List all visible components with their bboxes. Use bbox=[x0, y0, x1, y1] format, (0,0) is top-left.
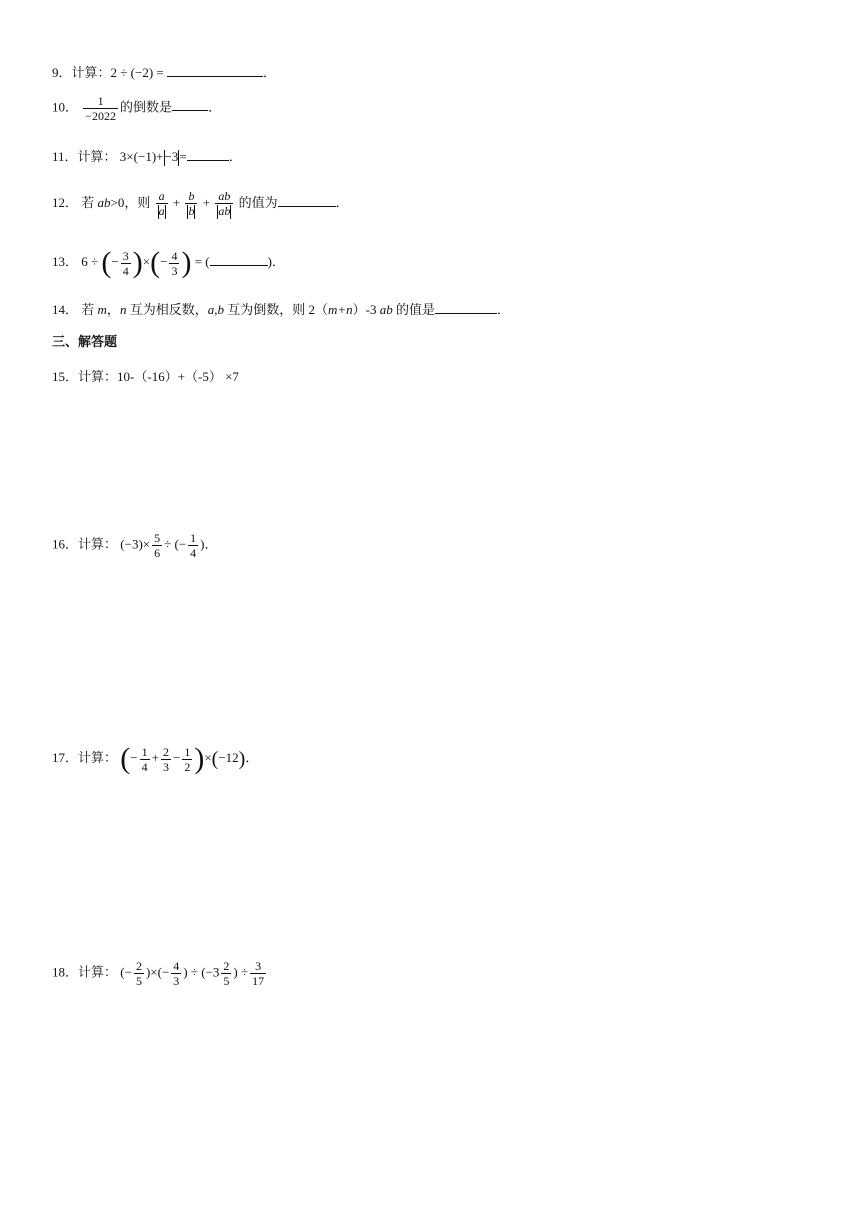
denominator: −2022 bbox=[85, 109, 117, 123]
question-text: 若 bbox=[81, 195, 95, 211]
expr-part: ÷ (− bbox=[164, 536, 187, 552]
expression: 10-（-16）+（-5） ×7 bbox=[117, 369, 239, 384]
denominator: 4 bbox=[190, 546, 197, 560]
expr-part: )． bbox=[267, 253, 285, 269]
variable: a,b bbox=[207, 302, 224, 317]
question-11 bbox=[52, 146, 242, 166]
question-number: 9． bbox=[52, 65, 72, 80]
fraction bbox=[169, 249, 179, 278]
denominator: 3 bbox=[171, 263, 178, 278]
question-17: 17．计算： (− $\frac{1}{4}$ + $\frac{2}{3}$ − $\frac{1}{2}$ )×(−12)． bbox=[52, 742, 259, 775]
fraction bbox=[171, 959, 181, 988]
question-10 bbox=[52, 94, 221, 123]
fraction bbox=[215, 189, 233, 219]
variable: ab bbox=[379, 302, 393, 317]
expr-part: )． bbox=[200, 536, 218, 552]
question-text: ）-3 bbox=[352, 302, 377, 317]
denominator: 2 bbox=[184, 759, 191, 774]
question-number: 13． bbox=[52, 253, 79, 269]
paren-close: ) bbox=[132, 246, 143, 279]
expr-part: (−3)× bbox=[120, 536, 151, 552]
variable: m bbox=[97, 302, 107, 317]
question-9 bbox=[52, 62, 276, 81]
question-15 bbox=[52, 366, 239, 385]
fraction bbox=[152, 531, 162, 560]
numerator: 2 bbox=[162, 744, 169, 759]
question-lead: 计算： bbox=[78, 749, 118, 765]
question-text: ， bbox=[106, 302, 120, 317]
question-lead: 计算： bbox=[71, 65, 111, 80]
fraction bbox=[134, 959, 144, 988]
question-12 bbox=[52, 189, 349, 219]
denominator: 4 bbox=[122, 263, 129, 278]
question-13: 13． 6 ÷ (− $\frac{3}{4}$ )×(− $\frac{4}{3}$ ) = ( )． bbox=[52, 246, 285, 279]
fraction bbox=[156, 189, 168, 219]
expr-part: (− bbox=[120, 964, 132, 980]
question-lead: 计算： bbox=[78, 369, 118, 384]
times-sign: × bbox=[142, 253, 151, 269]
numerator: 2 bbox=[135, 959, 142, 973]
question-text: >0，则 bbox=[110, 195, 151, 211]
question-number: 16． bbox=[52, 536, 79, 552]
numerator: 4 bbox=[173, 959, 180, 973]
answer-blank[interactable] bbox=[172, 98, 208, 111]
variable: ab bbox=[97, 195, 111, 211]
minus-sign: − bbox=[172, 749, 181, 765]
denominator: 3 bbox=[162, 759, 169, 774]
fraction bbox=[83, 94, 118, 123]
fraction bbox=[185, 189, 197, 219]
paren-open: ( bbox=[211, 748, 219, 770]
question-18 bbox=[52, 959, 268, 988]
expr-part: + bbox=[156, 149, 164, 164]
question-number: 17． bbox=[52, 749, 79, 765]
question-text: 若 bbox=[81, 302, 95, 317]
paren-open: ( bbox=[101, 246, 112, 279]
answer-blank[interactable] bbox=[187, 148, 229, 161]
numerator: 4 bbox=[171, 248, 178, 263]
answer-blank[interactable] bbox=[278, 194, 336, 207]
plus-sign: + bbox=[151, 749, 159, 765]
expression: 2 ÷ (−2) = bbox=[110, 65, 164, 80]
expr-part: −1 bbox=[137, 149, 152, 164]
plus-sign: + bbox=[202, 195, 211, 211]
expr-part: ) ÷ bbox=[233, 964, 249, 980]
variable: m+n bbox=[327, 302, 353, 317]
paren-open: ( bbox=[120, 742, 131, 775]
denominator: 3 bbox=[173, 974, 180, 988]
expr-part: = bbox=[179, 149, 187, 164]
question-number: 15． bbox=[52, 369, 79, 384]
fraction bbox=[182, 745, 192, 774]
expr-part: 3× bbox=[119, 149, 134, 164]
expr-part: 6 ÷ bbox=[81, 253, 99, 269]
expr-part: = ( bbox=[194, 253, 210, 269]
paren-close: ) bbox=[151, 149, 157, 164]
fraction bbox=[188, 531, 198, 560]
expr-part: ) ÷ (−3 bbox=[183, 964, 220, 980]
answer-blank[interactable] bbox=[435, 301, 497, 314]
question-text: 的值为 bbox=[238, 195, 278, 211]
question-text: 的倒数是 bbox=[120, 99, 173, 115]
paren-close: ) bbox=[238, 748, 246, 770]
numerator: 5 bbox=[154, 531, 161, 545]
question-lead: 计算： bbox=[78, 964, 118, 980]
expr-part: −3 bbox=[164, 149, 179, 164]
fraction bbox=[121, 249, 131, 278]
numerator: b bbox=[188, 189, 195, 203]
expr-part: ． bbox=[245, 749, 259, 765]
times-sign: × bbox=[204, 749, 212, 765]
question-16 bbox=[52, 531, 218, 560]
numerator: 3 bbox=[122, 248, 129, 263]
numerator: 2 bbox=[223, 959, 230, 973]
denominator: 5 bbox=[223, 974, 230, 988]
question-number: 11． bbox=[52, 149, 78, 164]
expr-part: )×(− bbox=[145, 964, 170, 980]
question-number: 10． bbox=[52, 99, 79, 115]
numerator: 1 bbox=[83, 94, 118, 109]
question-number: 18． bbox=[52, 964, 79, 980]
denominator: 6 bbox=[154, 546, 161, 560]
fraction bbox=[250, 959, 266, 988]
period: ． bbox=[335, 195, 349, 211]
question-14 bbox=[52, 299, 510, 318]
answer-blank[interactable] bbox=[167, 64, 263, 77]
paren-close: ) bbox=[194, 742, 205, 775]
fraction bbox=[140, 745, 150, 774]
denominator: a bbox=[158, 204, 165, 218]
fraction bbox=[221, 959, 231, 988]
denominator: ab bbox=[218, 204, 231, 218]
numerator: 1 bbox=[184, 744, 191, 759]
denominator: b bbox=[188, 204, 195, 218]
period: ． bbox=[263, 65, 277, 80]
numerator: ab bbox=[218, 189, 231, 203]
period: ． bbox=[497, 302, 511, 317]
paren-open: ( bbox=[133, 149, 138, 164]
numerator: 1 bbox=[141, 744, 148, 759]
paren-open: ( bbox=[150, 246, 161, 279]
question-lead: 计算： bbox=[78, 536, 118, 552]
fraction bbox=[161, 745, 171, 774]
denominator: 17 bbox=[252, 974, 265, 988]
denominator: 4 bbox=[141, 759, 148, 774]
paren-close: ) bbox=[181, 246, 192, 279]
question-text: 互为倒数，则 2（ bbox=[227, 302, 328, 317]
question-number: 14． bbox=[52, 302, 79, 317]
question-number: 12． bbox=[52, 195, 79, 211]
denominator: 5 bbox=[135, 974, 142, 988]
numerator: 1 bbox=[190, 531, 197, 545]
variable: n bbox=[119, 302, 127, 317]
period: ． bbox=[208, 99, 222, 115]
expr-part: −12 bbox=[218, 749, 239, 765]
section-heading: 三、解答题 bbox=[52, 335, 118, 350]
plus-sign: + bbox=[172, 195, 181, 211]
question-text: 互为相反数， bbox=[129, 302, 208, 317]
numerator: 3 bbox=[250, 959, 266, 974]
question-text: 的值是 bbox=[395, 302, 435, 317]
numerator: a bbox=[158, 189, 165, 203]
question-lead: 计算： bbox=[77, 149, 117, 164]
answer-blank[interactable] bbox=[210, 253, 268, 266]
period: ． bbox=[228, 149, 242, 164]
